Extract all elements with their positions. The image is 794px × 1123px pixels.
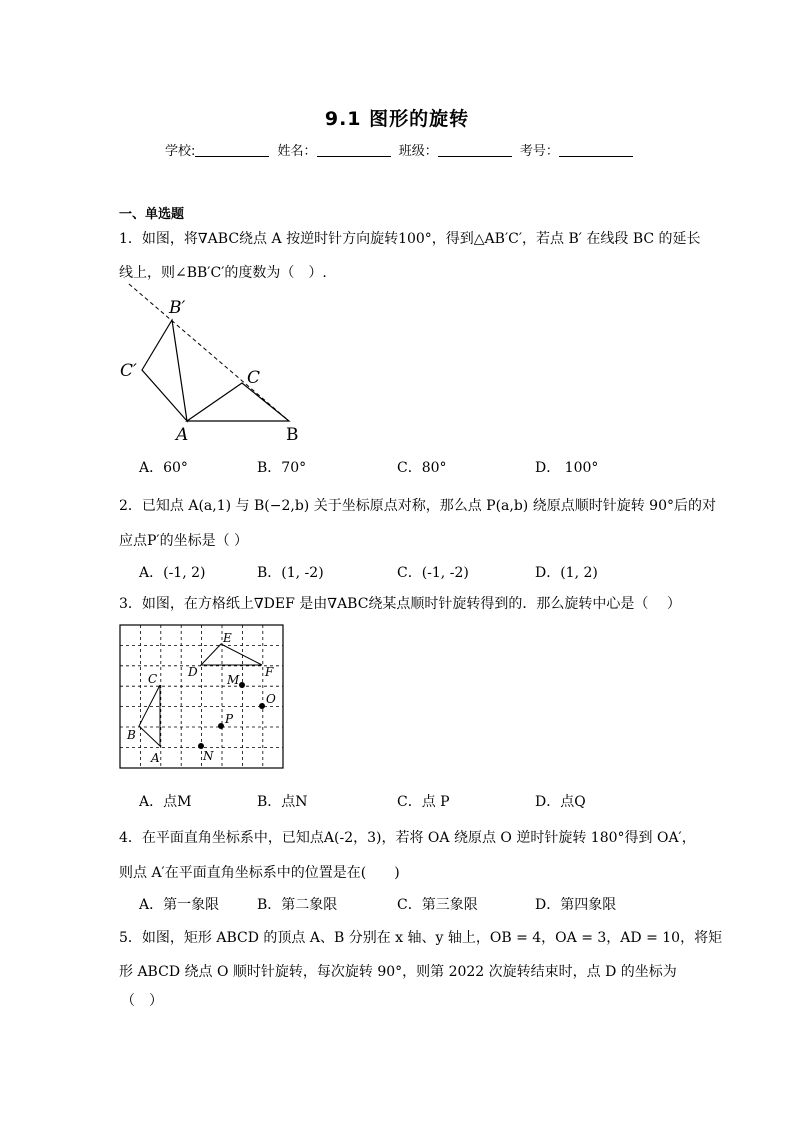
q3-label-d: D <box>188 665 198 679</box>
q3-option-b[interactable]: B．点N <box>257 794 308 810</box>
q1-label-b: B <box>286 425 299 445</box>
q3-label-n: N <box>203 749 214 763</box>
q4-line1: 4．在平面直角坐标系中，已知点A(-2，3)，若将 OA 绕原点 O 逆时针旋转 180°得到 OA′， <box>119 830 696 846</box>
q1-line2: 线上，则∠BB′C′的度数为（ ）. <box>119 265 327 281</box>
q3-line1: 3．如图，在方格纸上∇DEF 是由∇ABC绕某点顺时针旋转得到的．那么旋转中心是（ ） <box>119 596 681 612</box>
student-info-row <box>165 140 637 159</box>
q5-line1: 5．如图，矩形 ABCD 的顶点 A、B 分别在 x 轴、y 轴上，OB = 4，OA = 3，AD = 10，将矩 <box>119 930 723 946</box>
school-label: 学校: <box>165 144 196 159</box>
q1-line1: 1．如图，将∇ABC绕点 A 按逆时针方向旋转100°，得到△AB′C′，若点 B′ 在线段 BC 的延长 <box>119 231 701 247</box>
class-label: 班级： <box>398 144 438 159</box>
q3-point-o <box>259 703 265 709</box>
q1-triangle-ab1c1 <box>142 320 187 421</box>
number-label: 考号： <box>519 144 559 159</box>
q1-triangle-abc <box>187 383 289 421</box>
q3-option-a[interactable]: A．点M <box>139 794 192 810</box>
q3-label-m: M <box>227 673 240 687</box>
q5-line3: （ ） <box>121 993 163 1009</box>
q1-option-a[interactable]: A．60° <box>139 460 188 476</box>
q4-line2: 则点 A′在平面直角坐标系中的位置是在( ) <box>119 865 400 881</box>
q3-option-c[interactable]: C．点 P <box>397 794 450 810</box>
q3-label-p: P <box>225 712 234 726</box>
q2-option-b[interactable]: B．(1, -2) <box>257 565 324 581</box>
q3-grid-figure <box>119 624 285 770</box>
q4-option-b[interactable]: B．第二象限 <box>257 897 338 913</box>
q2-line2: 应点P′的坐标是（ ） <box>119 533 249 549</box>
q4-option-c[interactable]: C．第三象限 <box>397 897 478 913</box>
q2-line1: 2．已知点 A(a,1) 与 B(−2,b) 关于坐标原点对称，那么点 P(a,b) 绕原点顺时针旋转 90°后的对 <box>119 498 716 514</box>
q4-option-a[interactable]: A．第一象限 <box>139 897 220 913</box>
q3-label-a: A <box>151 751 160 765</box>
q3-label-b: B <box>127 728 136 742</box>
q3-label-f: F <box>265 665 274 679</box>
q4-option-d[interactable]: D．第四象限 <box>535 897 617 913</box>
number-blank <box>559 144 633 157</box>
q3-label-o: O <box>266 692 276 706</box>
q1-label-b1: B′ <box>169 298 186 318</box>
q1-option-d[interactable]: D． 100° <box>535 460 599 476</box>
q5-line2: 形 ABCD 绕点 O 顺时针旋转，每次旋转 90°，则第 2022 次旋转结束时，点 D 的坐标为 <box>119 964 677 980</box>
q2-option-d[interactable]: D．(1, 2) <box>535 565 598 581</box>
q1-label-c1: C′ <box>120 361 137 381</box>
q3-point-p <box>218 723 224 729</box>
name-label: 姓名： <box>277 144 317 159</box>
q1-figure <box>112 280 312 445</box>
school-blank <box>195 144 269 157</box>
q1-label-c: C <box>247 368 261 388</box>
q2-option-c[interactable]: C．(-1, -2) <box>397 565 469 581</box>
q3-option-d[interactable]: D．点Q <box>535 794 586 810</box>
q1-option-b[interactable]: B．70° <box>257 460 307 476</box>
class-blank <box>438 144 512 157</box>
name-blank <box>317 144 391 157</box>
q3-point-m <box>239 682 245 688</box>
q3-label-c: C <box>148 672 158 686</box>
section-heading: 一、单选题 <box>119 207 185 222</box>
q1-label-a: A <box>176 425 189 445</box>
q1-option-c[interactable]: C．80° <box>397 460 447 476</box>
q2-option-a[interactable]: A．(-1, 2) <box>139 565 206 581</box>
page-title: 9.1 图形的旋转 <box>324 108 470 130</box>
q3-label-e: E <box>223 631 232 645</box>
